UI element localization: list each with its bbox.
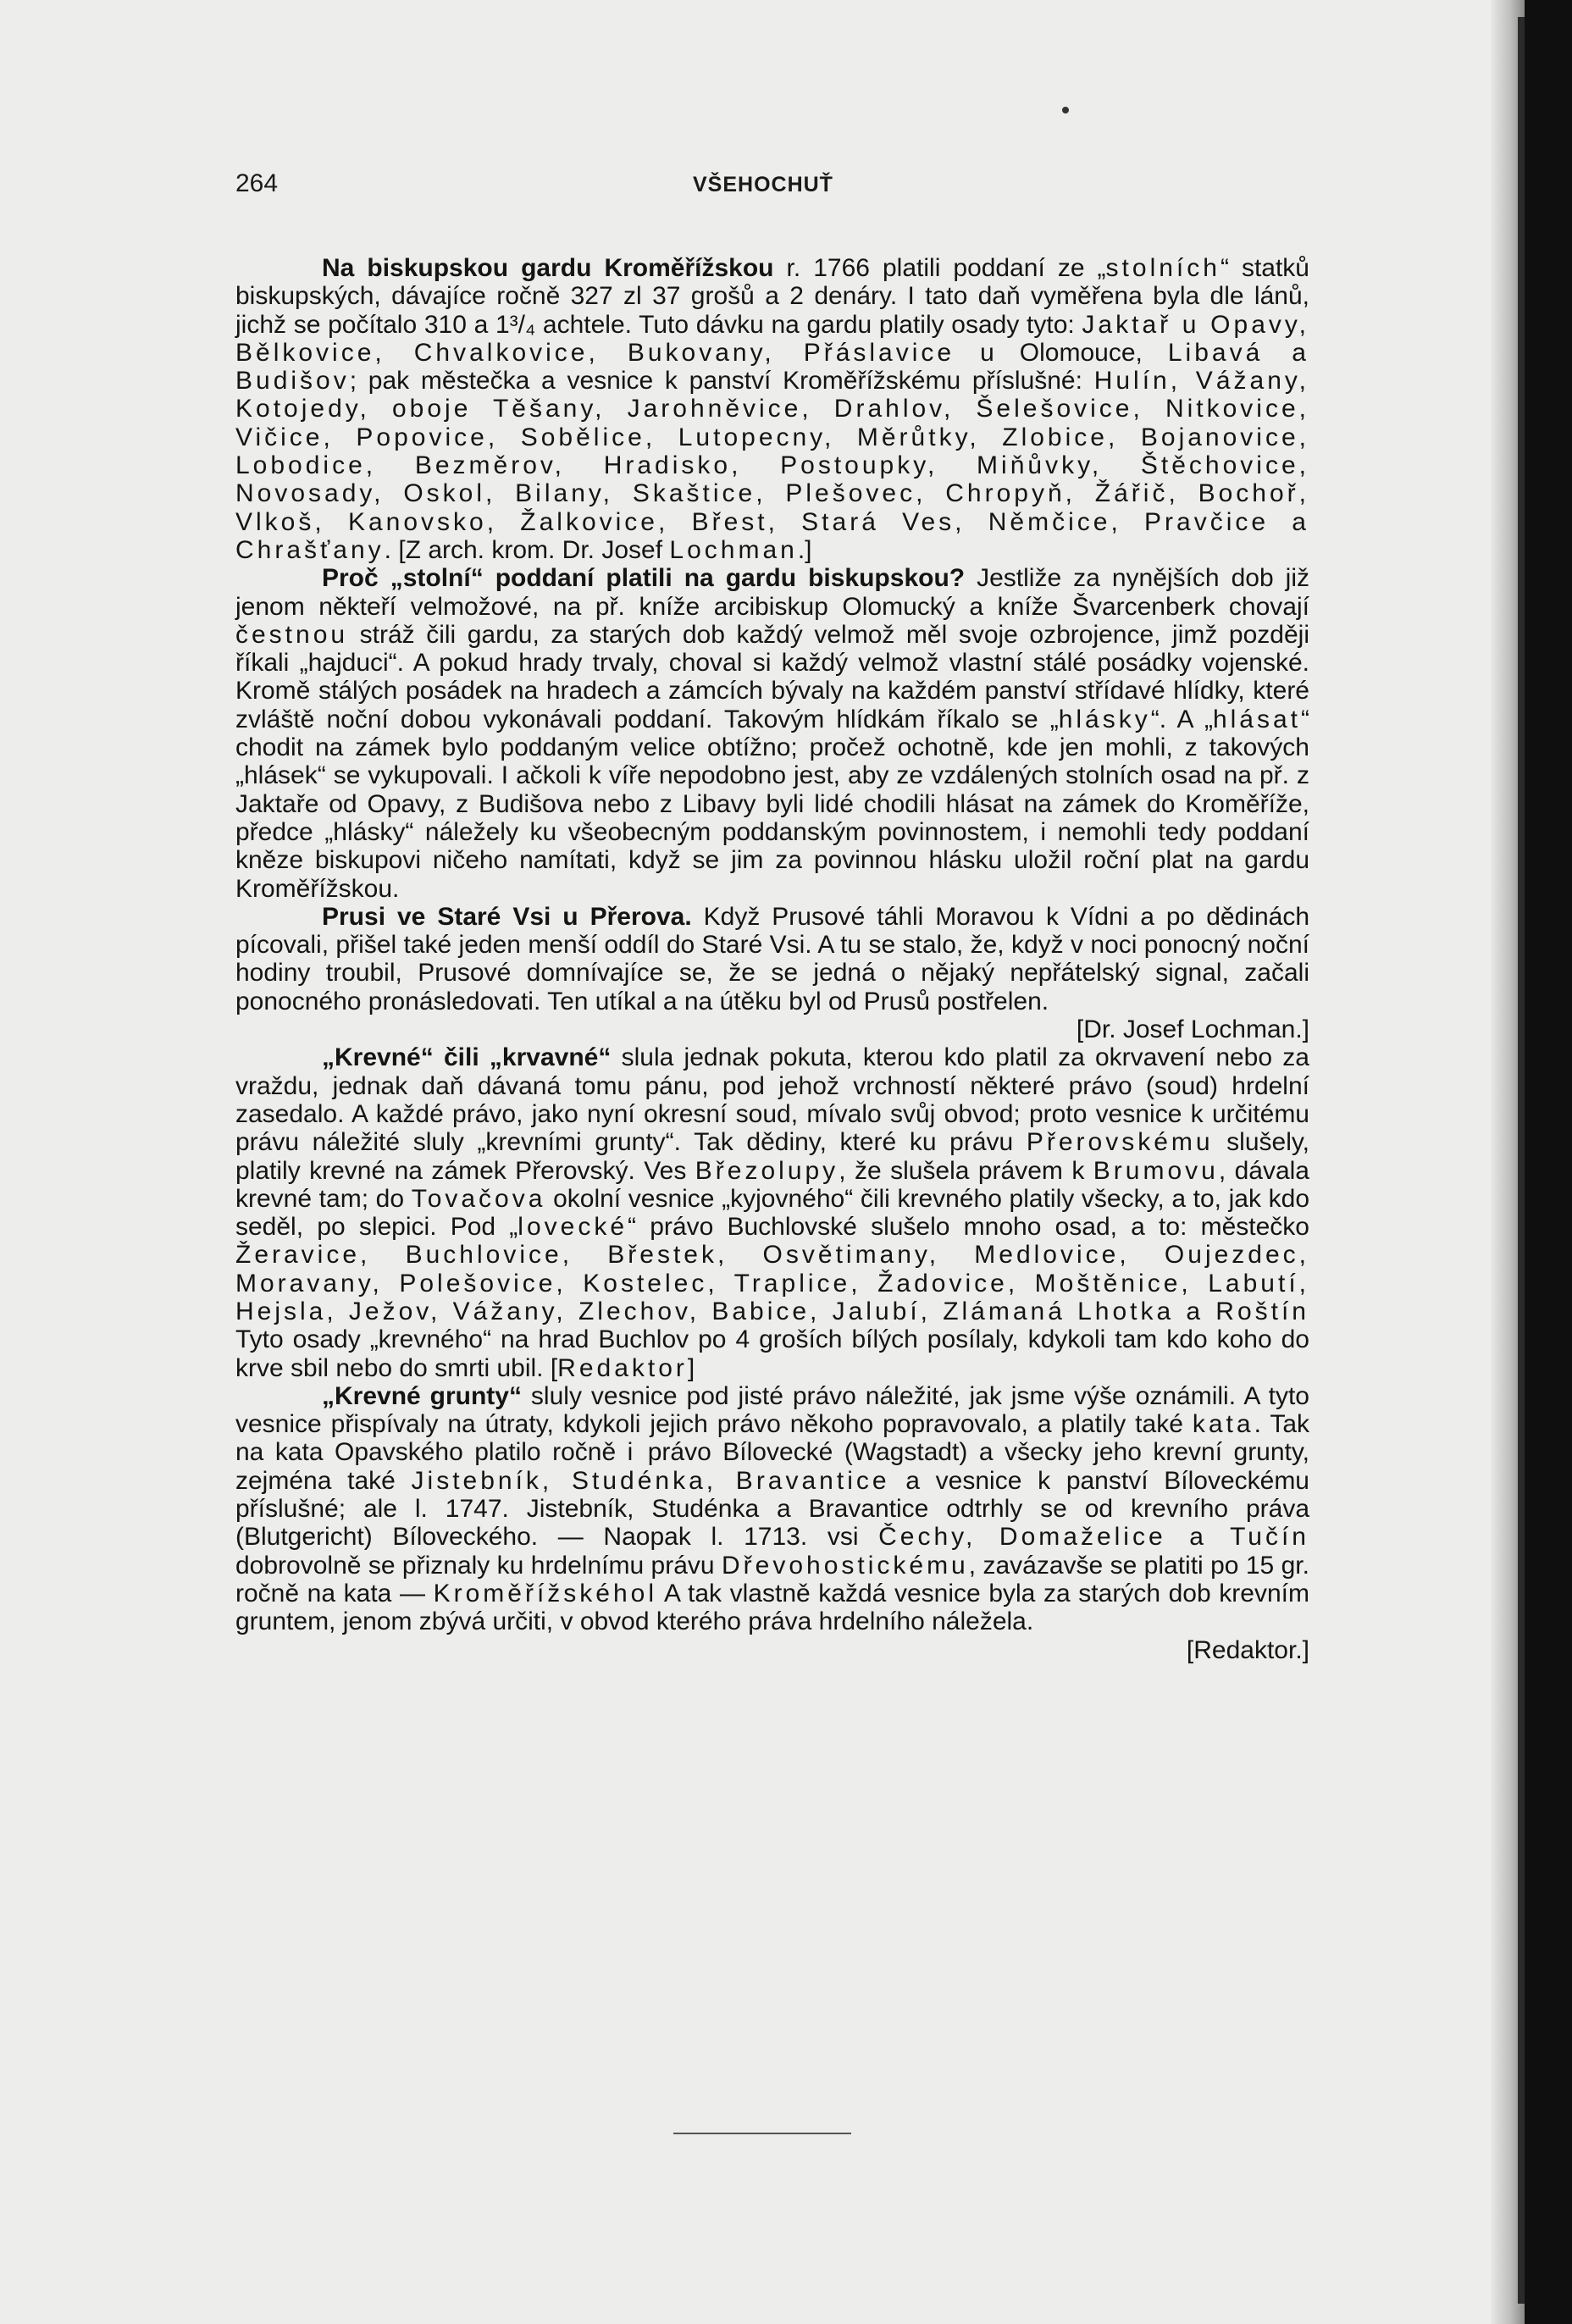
signature: [Redaktor.] — [1186, 1635, 1309, 1664]
page-number: 264 — [235, 169, 279, 197]
article-grunty: „Krevné grunty“ sluly vesnice pod jisté právo náležité, jak jsme výše oznámili. A tyto vesnice přispívaly na útraty, kdykoli jejich právo někoho popravovalo, a platily také kata. Tak na kata Opavského platilo ročně i právo Bílovecké (Wagstadt) a všecky jeho krevní grunty, zejména také Jistebník, Studénka, Bravantice a vesnice k panství Bíloveckému příslušné; ale l. 1747. Jistebník, Studénka a Bravantice odtrhly se od krevního práva (Blutgericht) Bíloveckého. — Naopak l. 1713. vsi Čechy, Domaželice a Tučín dobrovolně se přiznaly ku hrdelnímu právu Dřevohostickému, zavázavše se platiti po 15 gr. ročně na kata — Kroměřížskéhol A tak vlastně každá vesnice byla za starých dob krevním gruntem, jenom zbývá určiti, v obvod kterého práva hrdelního náležela. [Redaktor.] — [235, 1381, 1309, 1664]
article-title: „Krevné grunty“ — [322, 1381, 522, 1410]
section-divider — [673, 2133, 851, 2134]
article-title: Proč „stolní“ poddaní platili na gardu biskupskou? — [322, 564, 966, 593]
article-title: Prusi ve Staré Vsi u Přerova. — [322, 902, 692, 931]
article-prusi: Prusi ve Staré Vsi u Přerova. Když Prusové táhli Moravou k Vídni a po dědinách pícovali, přišel také jeden menší oddíl do Staré Vsi. A tu se stalo, že, když v noci ponocný noční hodiny troubil, Prusové domnívajíce se, že se jedná o nějaký nepřátelský signal, začali ponocného pronásledovati. Ten utíkal a na útěku byl od Prusů postřelen. [Dr. Josef Lochman.] — [235, 902, 1309, 1044]
running-title: VŠEHOCHUŤ — [693, 173, 833, 196]
page-edge — [1518, 17, 1525, 2304]
article-title: Na biskupskou gardu Kroměřížskou — [322, 254, 774, 282]
signature: [Dr. Josef Lochman.] — [1076, 1015, 1309, 1044]
ink-speck — [1062, 107, 1069, 113]
article-krevne: „Krevné“ čili „krvavné“ slula jednak pokuta, kterou kdo platil za okrvavení nebo za vraždu, jednak daň dávaná tomu pánu, pod jehož vrchností některé právo (soud) hrdelní zasedalo. A každé právo, jako nyní okresní soud, mívalo svůj obvod; proto vesnice k určitému právu náležité sluly „krevními grunty“. Tak dědiny, které ku právu Přerovskému slušely, platily krevné na zámek Přerovský. Ves Březolupy, že slušela právem k Brumovu, dávala krevné tam; do Tovačova okolní vesnice „kyjovného“ čili krevného platily všecky, a to, jak kdo seděl, po slepici. Pod „lovecké“ právo Buchlovské slušelo mnoho osad, a to: městečko Žeravice, Buchlovice, Břestek, Osvětimany, Medlovice, Oujezdec, Moravany, Polešovice, Kostelec, Traplice, Žadovice, Moštěnice, Labutí, Hejsla, Ježov, Vážany, Zlechov, Babice, Jalubí, Zlámaná Lhotka a Roštín Tyto osady „krevného“ na hrad Buchlov po 4 groších bílých posílaly, kdykoli tam kdo koho do krve sbil nebo do smrti ubil. [Redaktor] — [235, 1043, 1309, 1382]
page-header — [235, 169, 1328, 210]
article-garda: Na biskupskou gardu Kroměřížskou r. 1766 platili poddaní ze „stolních“ statků biskupských, dávajíce ročně 327 zl 37 grošů a 2 denáry. I tato daň vyměřena byla dle lánů, jichž se počítalo 310 a 1³/₄ achtele. Tuto dávku na gardu platily osady tyto: Jaktař u Opavy, Bělkovice, Chvalkovice, Bukovany, Přáslavice u Olomouce, Libavá a Budišov; pak městečka a vesnice k panství Kroměřížskému příslušné: Hulín, Vážany, Kotojedy, oboje Těšany, Jarohněvice, Drahlov, Šelešovice, Nitkovice, Vičice, Popovice, Sobělice, Lutopecny, Měrůtky, Zlobice, Bojanovice, Lobodice, Bezměrov, Hradisko, Postoupky, Miňůvky, Štěchovice, Novosady, Oskol, Bilany, Skaštice, Plešovec, Chropyň, Žářič, Bochoř, Vlkoš, Kanovsko, Žalkovice, Břest, Stará Ves, Němčice, Pravčice a Chrašťany. [Z arch. krom. Dr. Josef Lochman.] — [235, 254, 1309, 564]
article-stolni: Proč „stolní“ poddaní platili na gardu biskupskou? Jestliže za nynějších dob již jenom někteří velmožové, na př. kníže arcibiskup Olomucký a kníže Švarcenberk chovají čestnou stráž čili gardu, za starých dob každý velmož měl svoje ozbrojence, jimž později říkali „hajduci“. A pokud hrady trvaly, choval si každý velmož vlastní stálé posádky vojenské. Kromě stálých posádek na hradech a zámcích bývaly na každém panství střídavé hlídky, které zvláště noční dobou vykonávali poddaní. Takovým hlídkám říkalo se „hlásky“. A „hlásat“ chodit na zámek bylo poddaným velice obtížno; pročež ochotně, kde jen mohli, z takových „hlásek“ se vykupovali. I ačkoli k víře nepodobno jest, aby ze vzdálených stolních osad na př. z Jaktaře od Opavy, z Budišova nebo z Libavy byli lidé chodili hlásat na zámek do Kroměříže, předce „hlásky“ náležely ku všeobecným poddanským povinnostem, i nemohli tedy poddaní kněze biskupovi ničeho namítati, když se jim za povinnou hlásku uložil roční plat na gardu Kroměřížskou. — [235, 564, 1309, 903]
article-body — [235, 254, 1309, 1664]
article-title: „Krevné“ čili „krvavné“ — [322, 1043, 612, 1072]
